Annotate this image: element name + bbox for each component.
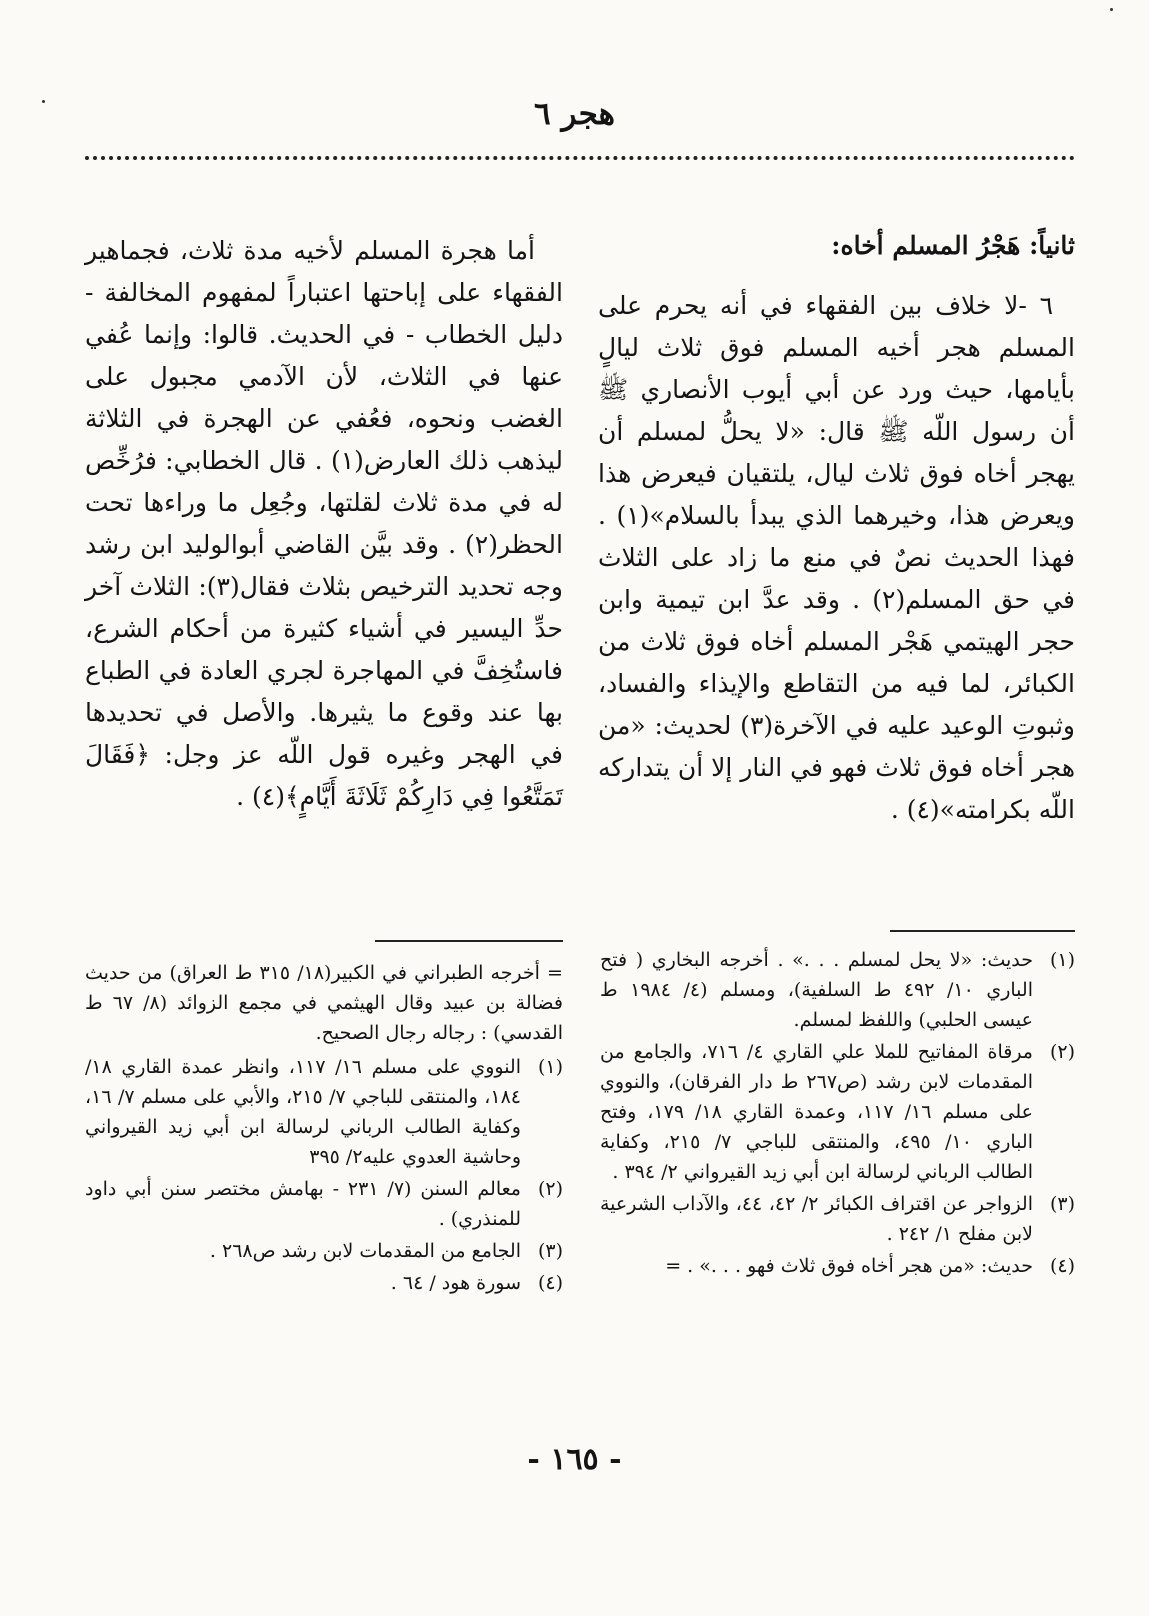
body-paragraph: أما هجرة المسلم لأخيه مدة ثلاث، فجماهير الفقهاء على إباحتها اعتباراً لمفهوم المخالفة - دليل الخطاب - في الحديث. قالوا: وإنما عُفي عنها في الثلاث، لأن الآدمي مجبول على الغضب ونحوه، فعُفي عن الهجرة في الثلاثة ليذهب ذلك العارض(١) . قال الخطابي: فرُخِّص له في مدة ثلاث لقلتها، وجُعِل ما وراءها تحت الحظر(٢) . وقد بيَّن القاضي أبوالوليد ابن رشد وجه تحديد الترخيص بثلاث فقال(٣): الثلاث آخر حدِّ اليسير في أشياء كثيرة من أحكام الشرع، فاستُخِفَّ في المهاجرة لجري العادة في الطباع بها عند وقوع ما يثيرها. والأصل في تحديدها في الهجر وغيره قول اللّه عز وجل: ﴿فَقَالَ تَمَتَّعُوا فِي دَارِكُمْ ثَلَاثَةَ أَيَّامٍ﴾(٤) . [85,236,563,811]
body-paragraph: ٦ -لا خلاف بين الفقهاء في أنه يحرم على المسلم هجر أخيه المسلم فوق ثلاث ليالٍ بأيامها، حيث ورد عن أبي أيوب الأنصاري ﷺ أن رسول اللّه ﷺ قال: «لا يحلُّ لمسلم أن يهجر أخاه فوق ثلاث ليال، يلتقيان فيعرض هذا ويعرض هذا، وخيرهما الذي يبدأ بالسلام»(١) . فهذا الحديث نصٌ في منع ما زاد على الثلاث في حق المسلم(٢) . وقد عدَّ ابن تيمية وابن حجر الهيتمي هَجْر المسلم أخاه فوق ثلاث من الكبائر، لما فيه من التقاطع والإيذاء والفساد، وثبوتِ الوعيد عليه في الآخرة(٣) لحديث: «من هجر أخاه فوق ثلاث فهو في النار إلا أن يتداركه اللّه بكرامته»(٤) . [598,291,1076,824]
footnote-text: الزواجر عن اقتراف الكبائر ٢/ ٤٢، ٤٤، والآداب الشرعية لابن مفلح ١/ ٢٤٢ . [600,1193,1033,1245]
footnote-number: (٤) [1049,1255,1075,1277]
footnote-item [85,1268,563,1298]
page-header-title: هجر ٦ [534,96,615,132]
page-number: - ١٦٥ - [527,1442,622,1477]
footnote-text: حديث: «لا يحل لمسلم . . .» . أخرجه البخاري ( فتح الباري ١٠/ ٤٩٢ ط السلفية)، ومسلم (٤/ ١٩٨٤ ط عيسى الحلبي) واللفظ لمسلم. [600,949,1033,1031]
footnote-item [85,1052,563,1172]
right-text-column [598,225,1075,831]
footnote-item [600,1251,1075,1281]
footnote-item [600,1037,1075,1187]
footnote-separator-right [890,930,1075,932]
footnote-item [600,945,1075,1035]
footnote-number: (١) [537,1056,563,1078]
footnote-number: (٢) [1049,1041,1075,1063]
footnote-item [600,1189,1075,1249]
footnote-separator-left [375,940,563,942]
footnote-number: (١) [1049,949,1075,971]
left-text-column [85,230,563,818]
header-dotted-divider [85,156,1075,160]
scan-speck [1110,8,1113,11]
footnote-continuation: = أخرجه الطبراني في الكبير(١٨/ ٣١٥ ط العراق) من حديث فضالة بن عبيد وقال الهيثمي في مجمع الزوائد (٨/ ٦٧ ط القدسي) : رجاله رجال الصحيح. [85,962,563,1044]
footnote-number: (٣) [1049,1193,1075,1215]
section-heading: ثانياً: هَجْرُ المسلم أخاه: [831,231,1075,260]
footnotes-right [600,945,1075,1283]
footnotes-left [85,958,563,1300]
footnote-text: سورة هود / ٦٤ . [390,1272,521,1294]
footnote-text: معالم السنن (٧/ ٢٣١ - بهامش مختصر سنن أبي داود للمنذري) . [85,1178,521,1230]
footnote-item [85,1236,563,1266]
footnote-number: (٤) [537,1272,563,1294]
footnote-text: حديث: «من هجر أخاه فوق ثلاث فهو . . .» . = [665,1255,1033,1277]
footnote-item [85,1174,563,1234]
footnote-number: (٢) [537,1178,563,1200]
footnote-text: النووي على مسلم ١٦/ ١١٧، وانظر عمدة القاري ١٨/ ١٨٤، والمنتقى للباجي ٧/ ٢١٥، والأبي على مسلم ٧/ ١٦، وكفاية الطالب الرباني لرسالة ابن أبي زيد القيرواني وحاشية العدوي عليه٢/ ٣٩٥ [85,1056,521,1168]
footnote-text: الجامع من المقدمات لابن رشد ص٢٦٨ . [209,1240,521,1262]
footnote-number: (٣) [537,1240,563,1262]
footnote-text: مرقاة المفاتيح للملا علي القاري ٤/ ٧١٦، والجامع من المقدمات لابن رشد (ص٢٦٧ ط دار الفرقان)، والنووي على مسلم ١٦/ ١١٧، وعمدة القاري ١٨/ ١٧٩، وفتح الباري ١٠/ ٤٩٥، والمنتقى للباجي ٧/ ٢١٥، وكفاية الطالب الرباني لرسالة ابن أبي زيد القيرواني ٢/ ٣٩٤ . [600,1041,1033,1183]
